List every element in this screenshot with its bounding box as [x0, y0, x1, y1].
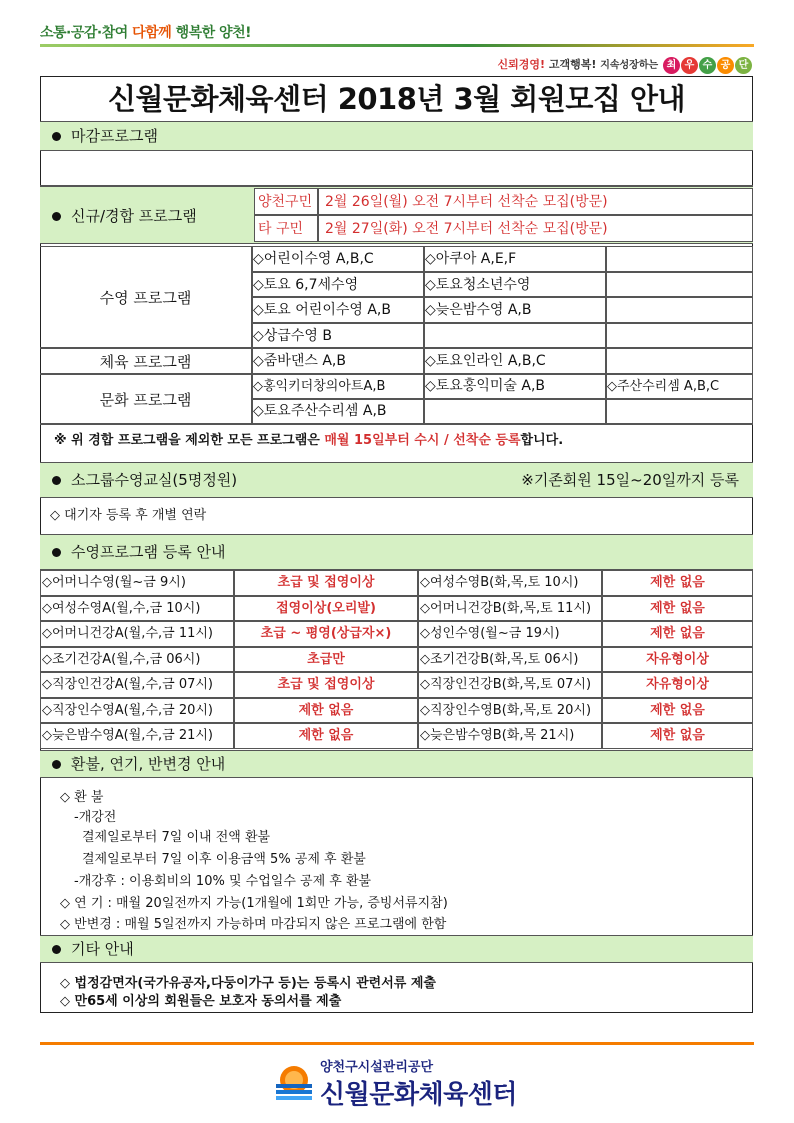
- program-item: ◇토요홍익미술 A,B: [424, 374, 606, 399]
- new-when-1: 2월 26일(월) 오전 7시부터 선착순 모집(방문): [318, 188, 753, 215]
- swim-class-left: ◇직장인수영A(월,수,금 20시): [40, 698, 234, 724]
- note-post: 합니다.: [520, 433, 564, 448]
- new-who-1: 양천구민: [254, 188, 318, 215]
- swim-class-right: ◇성인수영(월~금 19시): [418, 621, 602, 647]
- header-divider: [40, 44, 754, 47]
- section-swim-reg: [40, 534, 753, 570]
- section-refund-label: 환불, 연기, 반변경 안내: [71, 755, 226, 773]
- header-motto: [497, 56, 752, 74]
- motto-tag: 수: [699, 57, 716, 74]
- registration-note: [40, 424, 753, 456]
- swim-requirement-right: 자유형이상: [602, 647, 753, 673]
- category-sports: 체육 프로그램: [40, 348, 252, 374]
- category-swim: 수영 프로그램: [40, 246, 252, 348]
- note-pre: ※ 위 경합 프로그램을 제외한 모든 프로그램은: [54, 433, 325, 448]
- program-item-empty: [606, 246, 753, 272]
- motto-1: 고객행복!: [548, 58, 597, 71]
- motto-tag: 공: [717, 57, 734, 74]
- refund-line: ◇ 환 불: [60, 790, 104, 805]
- refund-line: ◇ 연 기 : 매월 20일전까지 가능(1개월에 1회만 가능, 증빙서류지참): [60, 896, 448, 911]
- program-item: ◇줌바댄스 A,B: [252, 348, 424, 374]
- closed-empty-row: [40, 151, 753, 186]
- motto-tag: 우: [681, 57, 698, 74]
- swim-class-right: ◇조기건강B(화,목,토 06시): [418, 647, 602, 673]
- swim-requirement-left: 제한 없음: [234, 723, 418, 749]
- swim-class-right: ◇여성수영B(화,목,토 10시): [418, 570, 602, 596]
- program-item: ◇토요청소년수영: [424, 272, 606, 297]
- swim-requirement-left: 접영이상(오리발): [234, 596, 418, 622]
- bullet-icon: [52, 476, 61, 485]
- sun-wave-logo-icon: [272, 1060, 316, 1104]
- swim-requirement-left: 초급 ~ 평영(상급자×): [234, 621, 418, 647]
- swim-requirement-right: 자유형이상: [602, 672, 753, 698]
- motto-tag: 최: [663, 57, 680, 74]
- refund-line: 결제일로부터 7일 이후 이용금액 5% 공제 후 환불: [82, 852, 366, 867]
- program-item: ◇토요인라인 A,B,C: [424, 348, 606, 374]
- section-swim-reg-label: 수영프로그램 등록 안내: [71, 543, 226, 561]
- bullet-icon: [52, 212, 61, 221]
- program-item-empty: [424, 399, 606, 424]
- swim-class-left: ◇여성수영A(월,수,금 10시): [40, 596, 234, 622]
- program-item-empty: [606, 323, 753, 348]
- program-item-empty: [424, 323, 606, 348]
- program-item: ◇홍익키더창의아트A,B: [252, 374, 424, 399]
- new-when-2: 2월 27일(화) 오전 7시부터 선착순 모집(방문): [318, 215, 753, 242]
- bullet-icon: [52, 132, 61, 141]
- swim-class-left: ◇어머니수영(월~금 9시): [40, 570, 234, 596]
- program-item-empty: [606, 297, 753, 323]
- program-item: ◇어린이수영 A,B,C: [252, 246, 424, 272]
- footer-divider: [40, 1042, 754, 1045]
- category-culture: 문화 프로그램: [40, 374, 252, 424]
- section-etc: [40, 935, 753, 963]
- swim-requirement-right: 제한 없음: [602, 723, 753, 749]
- slogan-left: 소통·공감·참여: [40, 25, 128, 41]
- program-item-empty: [606, 348, 753, 374]
- swim-class-right: ◇늦은밤수영B(화,목 21시): [418, 723, 602, 749]
- swim-requirement-right: 제한 없음: [602, 621, 753, 647]
- swim-requirement-right: 제한 없음: [602, 570, 753, 596]
- section-refund: [40, 750, 753, 778]
- swim-requirement-right: 제한 없음: [602, 596, 753, 622]
- program-item-empty: [606, 272, 753, 297]
- swim-requirement-left: 초급 및 접영이상: [234, 570, 418, 596]
- swim-class-left: ◇조기건강A(월,수,금 06시): [40, 647, 234, 673]
- small-group-note: ※기존회원 15일~20일까지 등록: [521, 471, 739, 489]
- swim-class-right: ◇직장인수영B(화,목,토 20시): [418, 698, 602, 724]
- page-title: 신월문화체육센터 2018년 3월 회원모집 안내: [107, 82, 685, 116]
- etc-line: ◇ 법정감면자(국가유공자,다둥이가구 등)는 등록시 관련서류 제출: [60, 976, 436, 991]
- program-item: ◇늦은밤수영 A,B: [424, 297, 606, 323]
- slogan-right: 행복한 양천!: [175, 25, 251, 41]
- swim-class-left: ◇직장인건강A(월,수,금 07시): [40, 672, 234, 698]
- program-item: ◇상급수영 B: [252, 323, 424, 348]
- bullet-icon: [52, 548, 61, 557]
- header-slogan: [40, 22, 251, 42]
- swim-class-left: ◇늦은밤수영A(월,수,금 21시): [40, 723, 234, 749]
- section-small-group-label: 소그룹수영교실(5명정원): [71, 471, 238, 489]
- section-small-group: [40, 462, 753, 498]
- swim-requirement-left: 초급만: [234, 647, 418, 673]
- motto-red: 신뢰경영!: [497, 58, 545, 71]
- slogan-mid: 다함께: [132, 25, 172, 41]
- swim-requirement-left: 제한 없음: [234, 698, 418, 724]
- bullet-icon: [52, 760, 61, 769]
- note-highlight: 매월 15일부터 수시 / 선착순 등록: [324, 433, 521, 448]
- refund-line: -개강전: [74, 810, 117, 825]
- footer-center-name: 신월문화체육센터: [320, 1080, 517, 1110]
- program-item: ◇토요주산수리셈 A,B: [252, 399, 424, 424]
- swim-requirement-right: 제한 없음: [602, 698, 753, 724]
- new-who-2: 타 구민: [254, 215, 318, 242]
- footer-org: 양천구시설관리공단: [320, 1060, 434, 1075]
- section-new-label: 신규/경합 프로그램: [71, 207, 197, 225]
- swim-requirement-left: 초급 및 접영이상: [234, 672, 418, 698]
- etc-line: ◇ 만65세 이상의 회원들은 보호자 동의서를 제출: [60, 994, 342, 1009]
- motto-tag: 단: [735, 57, 752, 74]
- waitlist-note: ◇ 대기자 등록 후 개별 연락: [50, 508, 207, 523]
- section-closed-label: 마감프로그램: [71, 127, 158, 145]
- program-item: ◇아쿠아 A,E,F: [424, 246, 606, 272]
- section-etc-label: 기타 안내: [71, 940, 134, 958]
- swim-class-right: ◇어머니건강B(화,목,토 11시): [418, 596, 602, 622]
- refund-line: -개강후 : 이용회비의 10% 및 수업일수 공제 후 환불: [74, 874, 372, 889]
- refund-line: ◇ 반변경 : 매월 5일전까지 가능하며 마감되지 않은 프로그램에 한함: [60, 917, 447, 932]
- program-item: ◇주산수리셈 A,B,C: [606, 374, 753, 399]
- motto-2: 지속성장하는: [600, 60, 659, 71]
- swim-class-right: ◇직장인건강B(화,목,토 07시): [418, 672, 602, 698]
- bullet-icon: [52, 945, 61, 954]
- program-item: ◇토요 6,7세수영: [252, 272, 424, 297]
- swim-class-left: ◇어머니건강A(월,수,금 11시): [40, 621, 234, 647]
- program-item: ◇토요 어린이수영 A,B: [252, 297, 424, 323]
- program-item-empty: [606, 399, 753, 424]
- refund-line: 결제일로부터 7일 이내 전액 환불: [82, 830, 271, 845]
- section-closed: [40, 121, 753, 151]
